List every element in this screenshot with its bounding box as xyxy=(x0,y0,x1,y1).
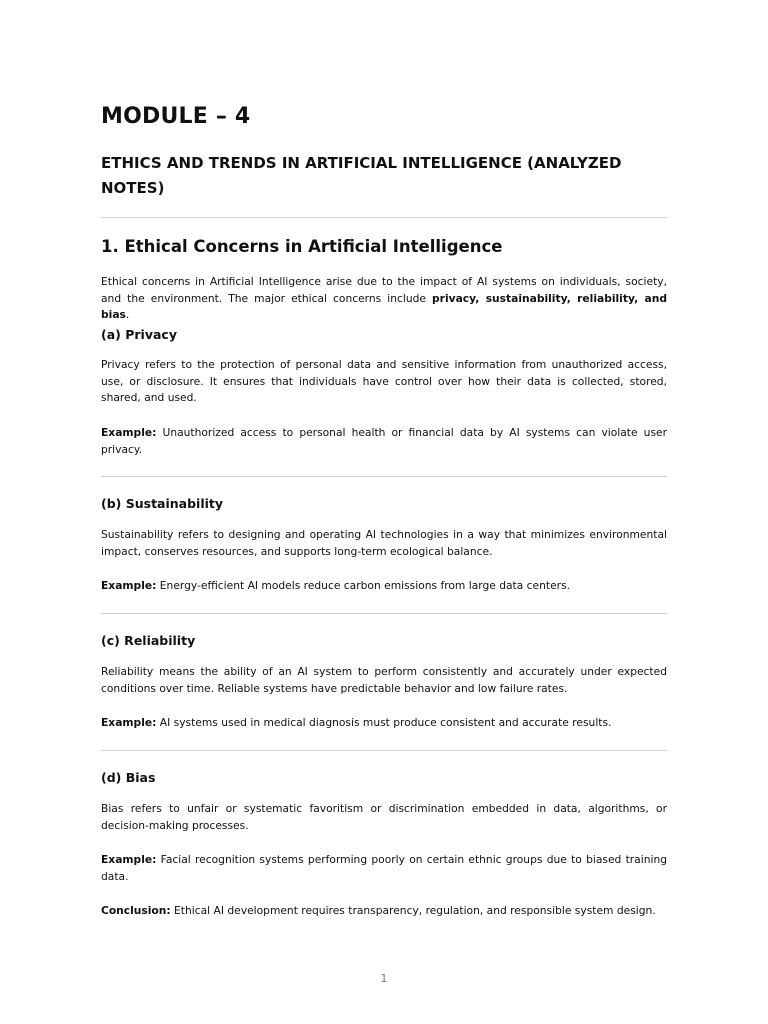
example-text: AI systems used in medical diagnosis must produce consistent and accurate results. xyxy=(156,716,612,729)
privacy-example xyxy=(101,425,667,458)
module-title: MODULE – 4 xyxy=(101,104,251,129)
divider xyxy=(101,217,667,218)
intro-end: . xyxy=(125,308,130,321)
example-text: Facial recognition systems performing poorly on certain ethnic groups due to biased training data. xyxy=(101,853,667,883)
divider xyxy=(101,476,667,477)
conclusion-label: Conclusion: xyxy=(101,904,171,917)
example-label: Example: xyxy=(101,716,157,729)
intro-paragraph xyxy=(101,274,667,324)
bias-example xyxy=(101,852,667,885)
intro-bold-concerns: privacy, sustainability, reliability, and bias xyxy=(101,291,667,321)
privacy-heading: (a) Privacy xyxy=(101,327,177,342)
reliability-definition: Reliability means the ability of an AI system to perform consistently and accurately under expected conditions over time. Reliable systems have predictable behavior and low failure rates. xyxy=(101,665,667,695)
conclusion xyxy=(101,903,667,920)
example-label: Example: xyxy=(101,853,157,866)
document-subtitle: ETHICS AND TRENDS IN ARTIFICIAL INTELLIGENCE (ANALYZED NOTES) xyxy=(101,154,622,197)
bias-definition: Bias refers to unfair or systematic favoritism or discrimination embedded in data, algorithms, or decision-making processes. xyxy=(101,802,667,832)
example-text: Energy-efficient AI models reduce carbon emissions from large data centers. xyxy=(156,579,571,592)
sustainability-definition: Sustainability refers to designing and operating AI technologies in a way that minimizes environmental impact, conserves resources, and supports long-term ecological balance. xyxy=(101,528,667,558)
conclusion-text: Ethical AI development requires transparency, regulation, and responsible system design. xyxy=(170,904,656,917)
example-label: Example: xyxy=(101,426,157,439)
privacy-definition: Privacy refers to the protection of personal data and sensitive information from unauthorized access, use, or disclosure. It ensures that individuals have control over how their data is collected, stored, shared, and used. xyxy=(101,358,667,404)
reliability-example xyxy=(101,715,667,732)
sustainability-heading: (b) Sustainability xyxy=(101,496,224,511)
section-heading: 1. Ethical Concerns in Artificial Intelligence xyxy=(101,237,503,256)
intro-text: Ethical concerns in Artificial Intelligence arise due to the impact of AI systems on individuals, society, and the environment. The major ethical concerns include xyxy=(101,275,667,305)
divider xyxy=(101,750,667,751)
example-label: Example: xyxy=(101,579,157,592)
sustainability-example xyxy=(101,578,667,595)
page-number: 1 xyxy=(380,973,388,985)
bias-heading: (d) Bias xyxy=(101,770,156,785)
example-text: Unauthorized access to personal health or financial data by AI systems can violate user privacy. xyxy=(101,426,667,456)
divider xyxy=(101,613,667,614)
reliability-heading: (c) Reliability xyxy=(101,633,196,648)
